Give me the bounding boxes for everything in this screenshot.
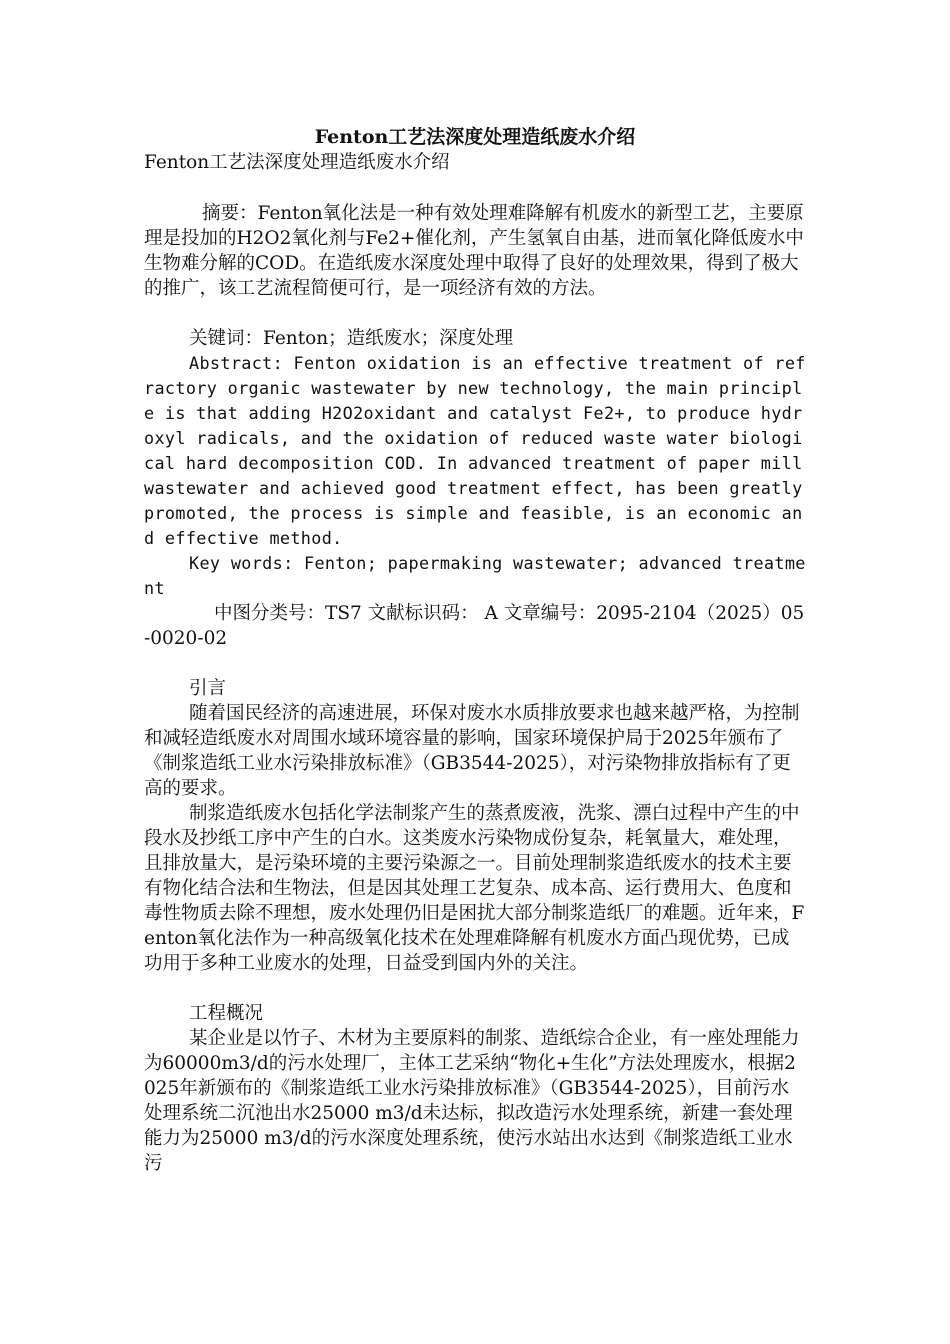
overview-paragraph-1: 某企业是以竹子、木材为主要原料的制浆、造纸综合企业，有一座处理能力为60000m3/d的污水处理厂，主体工艺采纳“物化+生化”方法处理废水，根据2025年新颁布的《制浆造纸工业水污染排放标准》（GB3544-2025），目前污水处理系统二沉池出水25000 m3/d未达标，拟改造污水处理系统，新建一套处理能力为25000 m3/d的污水深度处理系统，使污水站出水达到《制浆造纸工业水污 [144, 1028, 800, 1174]
section-heading-intro: 引言 [189, 678, 227, 699]
intro-paragraph-1: 随着国民经济的高速进展，环保对废水水质排放要求也越来越严格，为控制和减轻造纸废水对周围水域环境容量的影响，国家环境保护局于2025年颁布了《制浆造纸工业水污染排放标准》（GB3544-2025），对污染物排放指标有了更高的要求。 [144, 703, 800, 799]
section-heading-overview: 工程概况 [189, 1003, 264, 1024]
keywords-en: Key words: Fenton; papermaking wastewater; advanced treatment [144, 553, 806, 598]
spacer [144, 301, 806, 326]
classification-line: 中图分类号：TS7 文献标识码： A 文章编号：2095-2104（2025）05-0020-02 [144, 603, 805, 649]
intro-paragraph-2: 制浆造纸废水包括化学法制浆产生的蒸煮废液，洗浆、漂白过程中产生的中段水及抄纸工序中产生的白水。这类废水污染物成份复杂，耗氧量大，难处理，且排放量大，是污染环境的主要污染源之一。目前处理制浆造纸废水的技术主要有物化结合法和生物法，但是因其处理工艺复杂、成本高、运行费用大、色度和毒性物质去除不理想，废水处理仍旧是困扰大部分制浆造纸厂的难题。近年来，Fenton氧化法作为一种高级氧化技术在处理难降解有机废水方面凸现优势，已成功用于多种工业废水的处理，日益受到国内外的关注。 [144, 803, 805, 974]
spacer [144, 651, 806, 676]
spacer [144, 176, 806, 201]
document-subtitle: Fenton工艺法深度处理造纸废水介绍 [144, 152, 450, 173]
abstract-cn: 摘要：Fenton氧化法是一种有效处理难降解有机废水的新型工艺，主要原理是投加的H2O2氧化剂与Fe2+催化剂，产生氢氧自由基，进而氧化降低废水中生物难分解的COD。在造纸废水深度处理中取得了良好的处理效果，得到了极大的推广，该工艺流程简便可行，是一项经济有效的方法。 [144, 203, 804, 299]
spacer [144, 976, 806, 1001]
document-title: Fenton工艺法深度处理造纸废水介绍 [314, 126, 636, 148]
document-page [144, 120, 806, 1176]
abstract-en: Abstract: Fenton oxidation is an effective treatment of refractory organic wastewater by new technology, the main principle is that adding H2O2oxidant and catalyst Fe2+, to produce hydroxyl radicals, and the oxidation of reduced waste water biological hard decomposition COD. In advanced treatment of paper mill wastewater and achieved good treatment effect, has been greatly promoted, the process is simple and feasible, is an economic and effective method. [144, 353, 806, 548]
keywords-cn: 关键词：Fenton；造纸废水；深度处理 [189, 328, 514, 349]
